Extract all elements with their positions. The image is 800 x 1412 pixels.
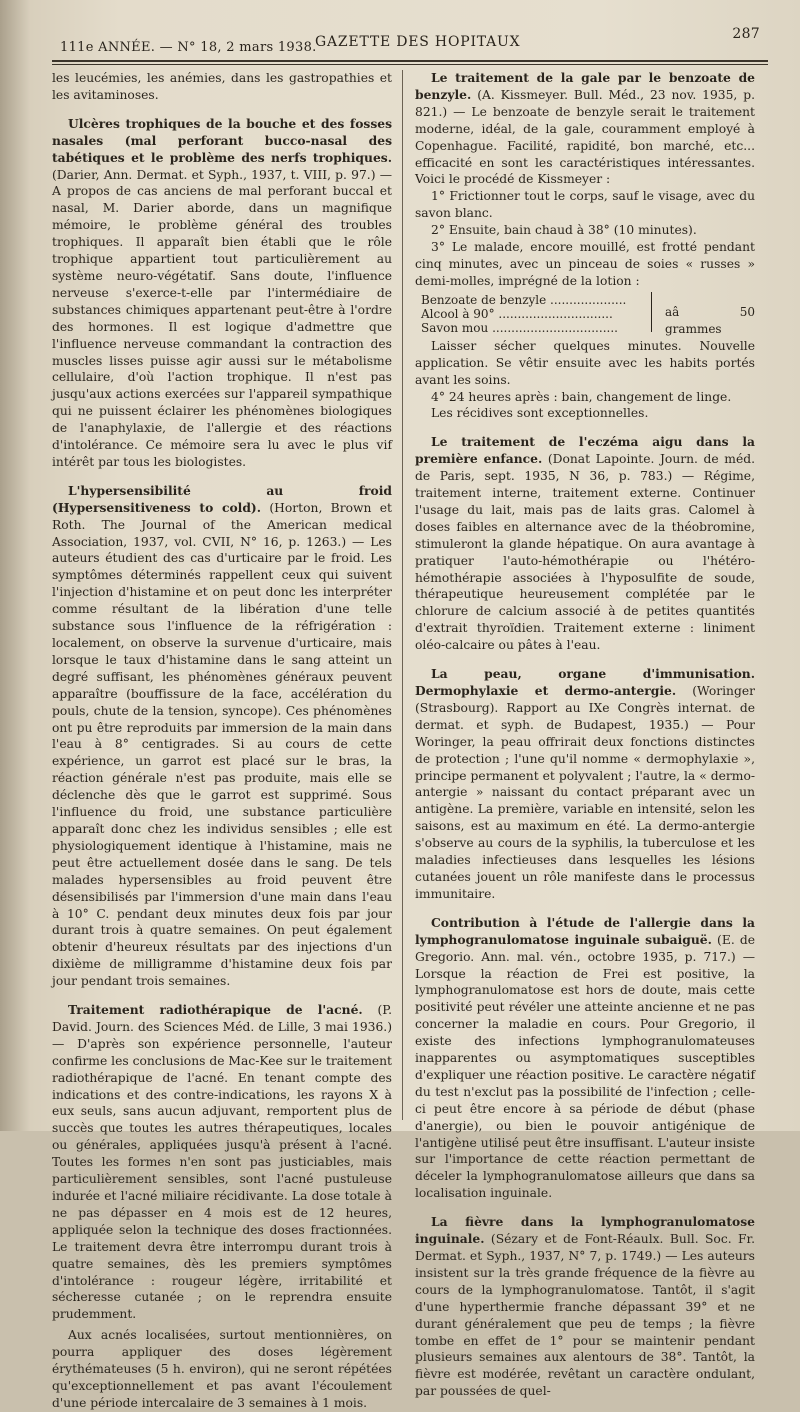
article-entry <box>415 70 755 422</box>
entry-body: (A. Kissmeyer. Bull. Méd., 23 nov. 1935, p. 821.) — Le benzoate de benzyle serait le traitement moderne, idéal, de la gale, couramment employé à Copenhague. Facilité, rapidité, bon marché, etc... efficacité en sont les caractéristiques intéressantes. Voici le procédé de Kissmeyer : <box>415 87 755 187</box>
entry-title: La fièvre dans la lymphogranulomatose inguinale. <box>415 1214 755 1247</box>
entry-title: La peau, organe d'immunisation. Dermophylaxie et dermo-antergie. <box>415 666 755 698</box>
step: 4° 24 heures après : bain, changement de linge. <box>431 389 732 404</box>
article-entry <box>415 915 755 1202</box>
step: Laisser sécher quelques minutes. Nouvelle application. Se vêtir ensuite avec les habits portés avant les soins. <box>415 338 755 387</box>
lotion-formula <box>415 292 755 336</box>
formula-quantity: aâ 50 grammes <box>665 304 755 336</box>
article-entry <box>52 483 392 990</box>
article-entry <box>415 666 755 903</box>
entry-title: L'hypersensibilité au froid (Hypersensitiveness to cold). <box>52 482 392 515</box>
entry-body: (E. de Gregorio. Ann. mal. vén., octobre 1935, p. 717.) — Lorsque la réaction de Frei est positive, la lymphogranulomatose est hors de doute, mais cette positivité peut révéler une atteinte ancienne et ne pas concerner la maladie en cours. Pour Gregorio, il existe des infections lymphogranulomateuses inapparentes ou asymptomatiques susceptibles d'expliquer une réaction positive. Le caractère négatif du test n'exclut pas la possibilité de l'infection ; celle-ci peut être encore à sa période de début (phase d'anergie), ou bien le pouvoir antigénique de l'antigène utilisé peut être insuffisant. L'auteur insiste sur l'importance de cette réaction permettant de déceler la lymphogranulomatose ailleurs que dans sa localisation inguinale. <box>415 932 755 1201</box>
brace <box>651 292 658 332</box>
entry-body: (Woringer (Strasbourg). Rapport au IXe Congrès internat. de dermat. et syph. de Budapest, 1935.) — Pour Woringer, la peau offrirait deux fonctions distinctes de protection ; l'une qu'il nomme « dermophylaxie », principe permanent et polyvalent ; l'autre, la « dermo-antergie » naissant du contact préparant avec un antigène. La première, variable en intensité, selon les saisons, est au maximum en été. La dermo-antergie s'observe au cours de la syphilis, la tuberculose et les maladies infectieuses dans lesquelles les lésions cutanées jouent un rôle manifeste dans le processus immunitaire. <box>415 684 755 901</box>
entry-body: (Darier, Ann. Dermat. et Syph., 1937, t. VIII, p. 97.) — A propos de cas anciens de mal perforant buccal et nasal, M. Darier aborde, dans un magnifique mémoire, le problème général des troubles trophiques. Il apparaît bien établi que le rôle trophique appartient tout particulièrement au système neuro-végétatif. Sans doute, l'influence nerveuse s'exerce-t-elle par l'intermédiaire de substances chimiques appartenant peut-être à l'ordre des hormones. Il est logique d'admettre que l'influence nerveuse commandant la contraction des muscles lisses puisse agir aussi sur le métabolisme cellulaire, d'où l'action trophique. Il n'est pas jusqu'aux actions exercées sur l'appareil sympathique qui ne puissent éclairer les phénomènes biologiques de l'anaphylaxie, de l'allergie et des réactions d'intolérance. Ce mémoire sera lu avec le plus vif intérêt par tous les biologistes. <box>52 167 392 469</box>
entry-title: Contribution à l'étude de l'allergie dans la lymphogranulomatose inguinale subaiguë. <box>415 914 755 947</box>
right-column <box>415 70 756 1399</box>
article-entry <box>415 434 755 654</box>
entry-note: Aux acnés localisées, surtout mentionnières, on pourra appliquer des doses légèrement érythémateuses (5 h. environ), qui ne seront répétées qu'exceptionnellement et pas avant l'écoulement d'une période intercalaire de 3 semaines à 1 mois. <box>52 1328 392 1410</box>
entry-title: Le traitement de la gale par le benzoate de benzyle. <box>415 70 755 102</box>
header-rule-thin <box>52 64 768 65</box>
entry-body: (P. David. Journ. des Sciences Méd. de Lille, 3 mai 1936.) — D'après son expérience personnelle, l'auteur confirme les conclusions de Mac-Kee sur le traitement radiothérapique de l'acné. En tenant compte des indications et des contre-indications, les rayons X à eux seuls, sans aucun adjuvant, remportent plus de succès que toutes les autres thérapeutiques, locales ou générales, appliquées jusqu'à présent à l'acné. Toutes les formes n'en sont pas justiciables, mais particulièrement sensibles, sont l'acné pustuleuse indurée et l'acné miliaire récidivante. La dose totale à ne pas dépasser en 4 mois est de 12 heures, appliquée selon la technique des doses fractionnées. Le traitement devra être interrompu durant trois à quatre semaines, dès les premiers symptômes d'intolérance : rougeur légère, irritabilité et sécheresse cutanée ; on le reprendra ensuite prudemment. <box>52 1003 392 1322</box>
article-entry <box>415 1214 755 1400</box>
entry-title: Ulcères trophiques de la bouche et des fosses nasales (mal perforant bucco-nasal des tabétiques et le problème des nerfs trophiques. <box>52 115 392 165</box>
entry-body: (Sézary et de Font-Réaulx. Bull. Soc. Fr. Dermat. et Syph., 1937, N° 7, p. 1749.) — Les auteurs insistent sur la très grande fréquence de la fièvre au cours de la lymphogranulomatose. Tantôt, il s'agit d'une hyperthermie franche dépassant 39° et ne durant généralement que peu de temps ; la fièvre tombe en effet de 1° pour se maintenir pendant plusieurs semaines aux alentours de 38°. Tantôt, la fièvre est modérée, revêtant un caractère ondulant, par poussées de quel- <box>415 1232 755 1399</box>
header-rule <box>52 60 768 62</box>
column-divider <box>402 70 403 1120</box>
left-column <box>52 70 392 1410</box>
entry-title: Traitement radiothérapique de l'acné. <box>68 1002 363 1018</box>
ingredient: Alcool à 90° .............................. <box>421 306 613 321</box>
step: 1° Frictionner tout le corps, sauf le visage, avec du savon blanc. <box>415 189 755 221</box>
page-number: 287 <box>732 26 760 42</box>
article-entry <box>52 116 392 471</box>
entry-body: (Horton, Brown et Roth. The Journal of the American medical Association, 1937, vol. CVII, N° 16, p. 1263.) — Les auteurs étudient des cas d'urticaire par le froid. Les symptômes déterminés rappellent ceux qui suivent l'injection d'histamine et on peut donc les interpréter comme résultant de la libération d'une telle substance sous l'influence de la réfrigération : localement, on observe la survenue d'urticaire, mais lorsque le taux d'histamine dans le sang atteint un degré suffisant, les phénomènes généraux peuvent apparaître (bouffissure de la face, accélération du pouls, chute de la tension, syncope). Ces phénomènes ont pu être reproduits par immersion de la main dans l'eau à 8° centigrades. Si au cours de cette expérience, un garrot est placé sur le bras, la réaction générale n'est pas produite, mais elle se déclenche dès que le garrot est supprimé. Sous l'influence du froid, une substance particulière apparaît donc chez les individus sensibles ; elle est physiologiquement identique à l'histamine, mais ne peut être actuellement dosée dans le sang. De tels malades hypersensibles au froid peuvent être désensibilisés par l'immersion d'une main dans l'eau à 10° C. pendant deux minutes deux fois par jour durant trois à quatre semaines. On peut également obtenir d'heureux résultats par des injections d'un dixième de milligramme d'histamine deux fois par jour pendant trois semaines. <box>52 500 392 989</box>
step: Les récidives sont exceptionnelles. <box>431 406 649 421</box>
issue-info: 111e ANNÉE. — N° 18, 2 mars 1938. <box>60 40 317 55</box>
entry-title: Le traitement de l'eczéma aigu dans la première enfance. <box>415 434 755 467</box>
entry-body: (Donat Lapointe. Journ. de méd. de Paris, sept. 1935, N 36, p. 783.) — Régime, traitement interne, traitement externe. Continuer l'usage du lait, mais pas de laits gras. Calomel à doses faibles en alternance avec de la théobromine, stimuleront la glande hépatique. On aura avantage à pratiquer l'auto-hémothérapie ou l'hétéro-hémothérapie associées à l'hyposulfite de soude, thérapeutique heureusement complétée par le chlorure de calcium associé à de petites quantités d'extrait thyroïdien. Traitement externe : liniment oléo-calcaire ou pâtes à l'eau. <box>415 452 756 653</box>
step: 3° Le malade, encore mouillé, est frotté pendant cinq minutes, avec un pinceau de soies « russes » demi-molles, imprégné de la lotion : <box>415 240 755 288</box>
step: 2° Ensuite, bain chaud à 38° (10 minutes). <box>431 223 697 238</box>
continued-text: les leucémies, les anémies, dans les gastropathies et les avitaminoses. <box>52 71 392 102</box>
running-header <box>60 26 760 55</box>
article-entry <box>52 1002 392 1412</box>
ingredient: Savon mou ................................. <box>421 320 618 335</box>
ingredient: Benzoate de benzyle .................... <box>421 292 627 307</box>
journal-title: GAZETTE DES HOPITAUX <box>315 34 521 50</box>
